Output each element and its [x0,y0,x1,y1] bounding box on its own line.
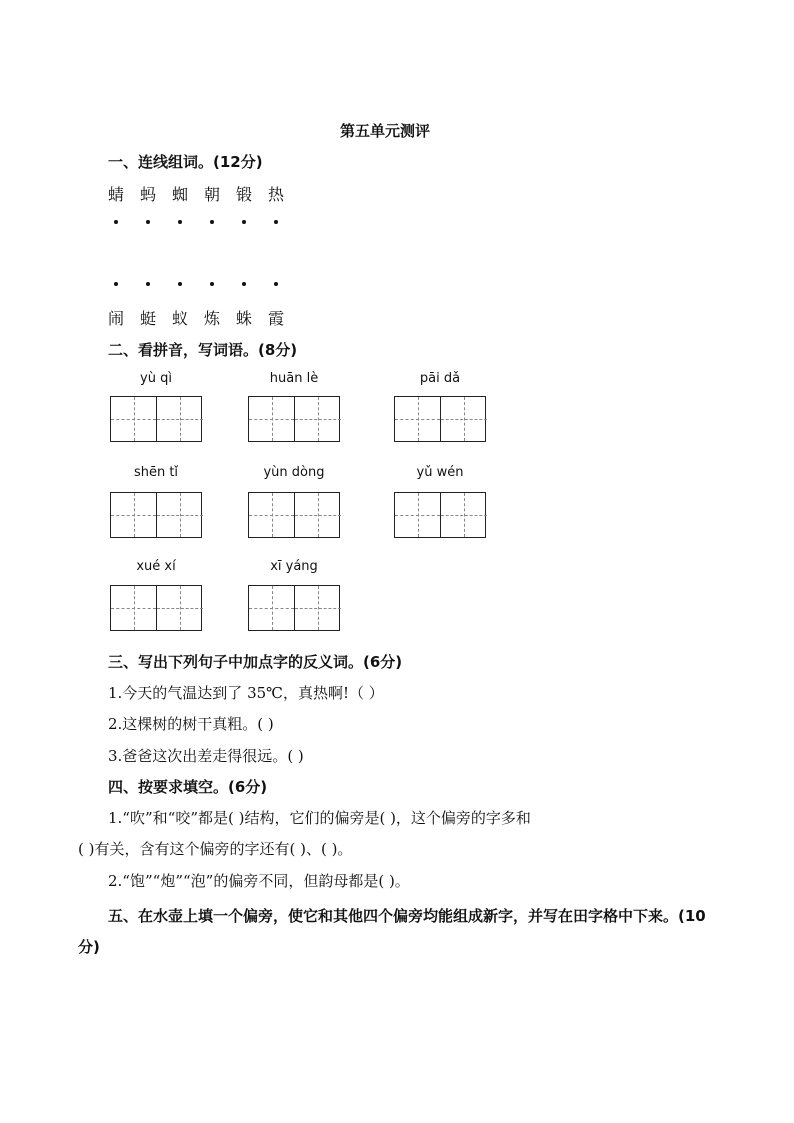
tianzige-cell[interactable] [249,493,295,537]
connect-dot[interactable] [242,220,246,224]
top-char: 朝 [203,185,220,204]
tianzige-box[interactable] [110,492,202,538]
tianzige-cell[interactable] [295,586,341,630]
tianzige-cell[interactable] [395,493,441,537]
connect-dot[interactable] [242,282,246,286]
top-char: 热 [267,185,284,204]
top-char: 蚂 [139,185,156,204]
bottom-char: 蜓 [139,309,156,328]
question-text: ( )有关，含有这个偏旁的字还有( )、( )。 [78,840,353,858]
tianzige-box[interactable] [248,396,340,442]
connect-dot[interactable] [274,220,278,224]
section3-heading: 三、写出下列句子中加点字的反义词。(6分) [108,653,403,671]
connect-dot[interactable] [210,220,214,224]
connect-dot[interactable] [114,282,118,286]
tianzige-box[interactable] [110,585,202,631]
tianzige-cell[interactable] [441,397,487,441]
bottom-char: 炼 [203,309,220,328]
bottom-char: 霞 [267,309,284,328]
tianzige-cell[interactable] [295,397,341,441]
top-char: 蜻 [107,185,124,204]
tianzige-box[interactable] [394,396,486,442]
pinyin-label: yùn dòng [263,465,325,480]
question-text: 2.“饱”“炮”“泡”的偏旁不同，但韵母都是( )。 [108,872,410,890]
section4-heading: 四、按要求填空。(6分) [108,778,268,796]
section5-heading: 五、在水壶上填一个偏旁，使它和其他四个偏旁均能组成新字，并写在田字格中下来。(10分) [78,907,706,956]
tianzige-cell[interactable] [249,397,295,441]
tianzige-cell[interactable] [295,493,341,537]
tianzige-cell[interactable] [395,397,441,441]
connect-dot[interactable] [146,282,150,286]
tianzige-cell[interactable] [157,397,203,441]
connect-dot[interactable] [114,220,118,224]
top-char: 锻 [235,185,252,204]
pinyin-label: pāi dǎ [419,371,461,386]
tianzige-cell[interactable] [157,586,203,630]
pinyin-label: huān lè [269,371,319,386]
tianzige-box[interactable] [248,492,340,538]
bottom-char: 蛛 [235,309,252,328]
tianzige-cell[interactable] [111,586,157,630]
question-text: 2.这棵树的树干真粗。( ) [108,715,274,733]
question-text: 1.“吹”和“咬”都是( )结构，它们的偏旁是( )，这个偏旁的字多和 [108,809,531,827]
question-text: 3.爸爸这次出差走得很远。( ) [108,747,304,765]
tianzige-cell[interactable] [111,493,157,537]
tianzige-box[interactable] [110,396,202,442]
section2-heading: 二、看拼音，写词语。(8分) [108,341,298,359]
section1-heading: 一、连线组词。(12分) [108,153,263,171]
pinyin-label: xué xí [136,559,176,574]
connect-dot[interactable] [178,282,182,286]
top-char: 蜘 [171,185,188,204]
pinyin-label: yù qì [140,371,172,386]
tianzige-cell[interactable] [157,493,203,537]
tianzige-box[interactable] [248,585,340,631]
bottom-char: 闹 [107,309,124,328]
connect-dot[interactable] [178,220,182,224]
bottom-char: 蚁 [171,309,188,328]
pinyin-label: shēn tǐ [133,465,179,480]
connect-dot[interactable] [146,220,150,224]
tianzige-box[interactable] [394,492,486,538]
pinyin-label: yǔ wén [416,465,464,480]
tianzige-cell[interactable] [111,397,157,441]
connect-dot[interactable] [274,282,278,286]
pinyin-label: xī yáng [270,559,318,574]
tianzige-cell[interactable] [249,586,295,630]
connect-dot[interactable] [210,282,214,286]
question-text: 1.今天的气温达到了 35℃，真热啊!（ ） [108,684,384,702]
tianzige-cell[interactable] [441,493,487,537]
page-title: 第五单元测评 [340,122,431,140]
